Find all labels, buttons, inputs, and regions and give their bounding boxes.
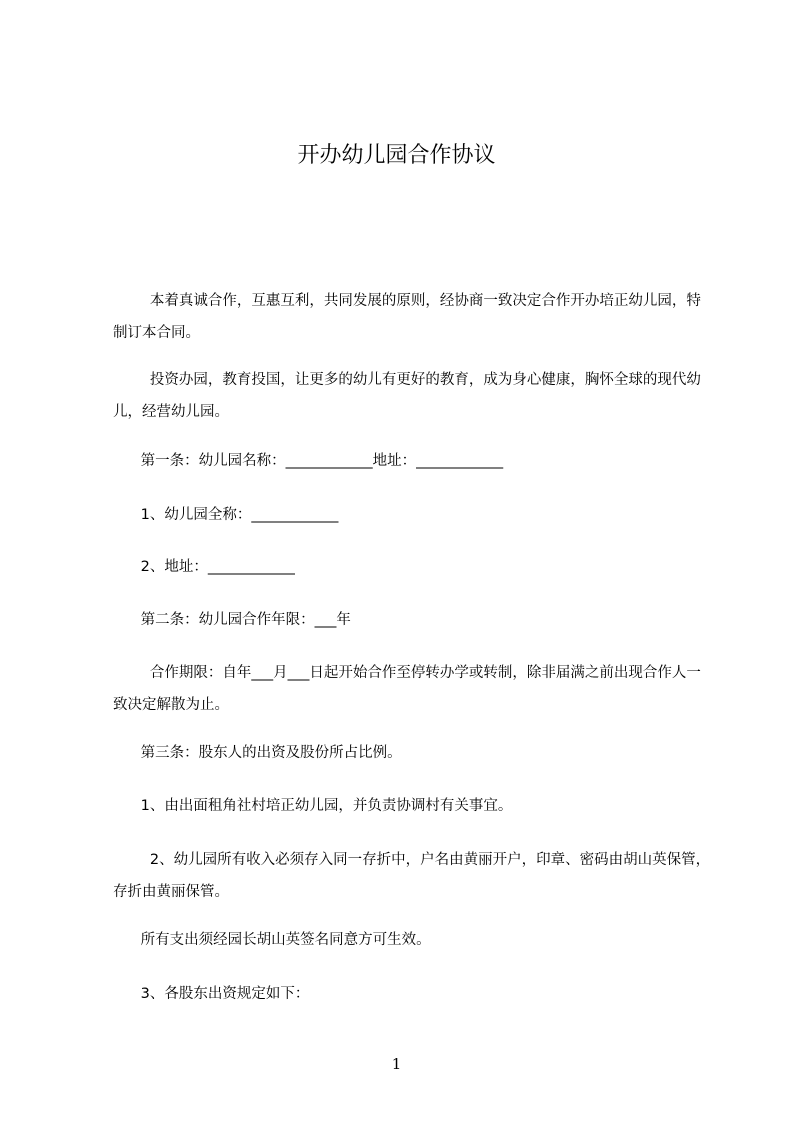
purpose-paragraph: 投资办园，教育投国，让更多的幼儿有更好的教育，成为身心健康，胸怀全球的现代幼儿，经营幼儿园。 <box>113 372 701 420</box>
cooperation-period-paragraph: 合作期限：自年___月___日起开始合作至停转办学或转制，除非届满之前出现合作人一致决定解散为止。 <box>113 665 701 713</box>
expense-approval-paragraph: 所有支出须经园长胡山英签名同意方可生效。 <box>113 932 431 948</box>
document-title: 开办幼儿园合作协议 <box>297 143 496 168</box>
article-three-item-3: 3、各股东出资规定如下： <box>113 986 310 1002</box>
page-number: 1 <box>391 1055 402 1073</box>
intro-paragraph: 本着真诚合作，互惠互利，共同发展的原则，经协商一致决定合作开办培正幼儿园，特制订本合同。 <box>113 293 701 341</box>
article-one-heading: 第一条：幼儿园名称：____________地址：____________ <box>113 453 504 469</box>
article-three-heading: 第三条：股东人的出资及股份所占比例。 <box>113 745 402 761</box>
article-one-item-2: 2、地址：____________ <box>113 559 295 575</box>
article-three-item-1: 1、由出面租角社村培正幼儿园，并负责协调村有关事宜。 <box>113 798 513 814</box>
article-three-item-2: 2、幼儿园所有收入必须存入同一存折中，户名由黄丽开户，印章、密码由胡山英保管，存折由黄丽保管。 <box>113 852 711 900</box>
article-one-item-1: 1、幼儿园全称：____________ <box>113 507 339 523</box>
article-two-heading: 第二条：幼儿园合作年限：___年 <box>113 612 351 628</box>
